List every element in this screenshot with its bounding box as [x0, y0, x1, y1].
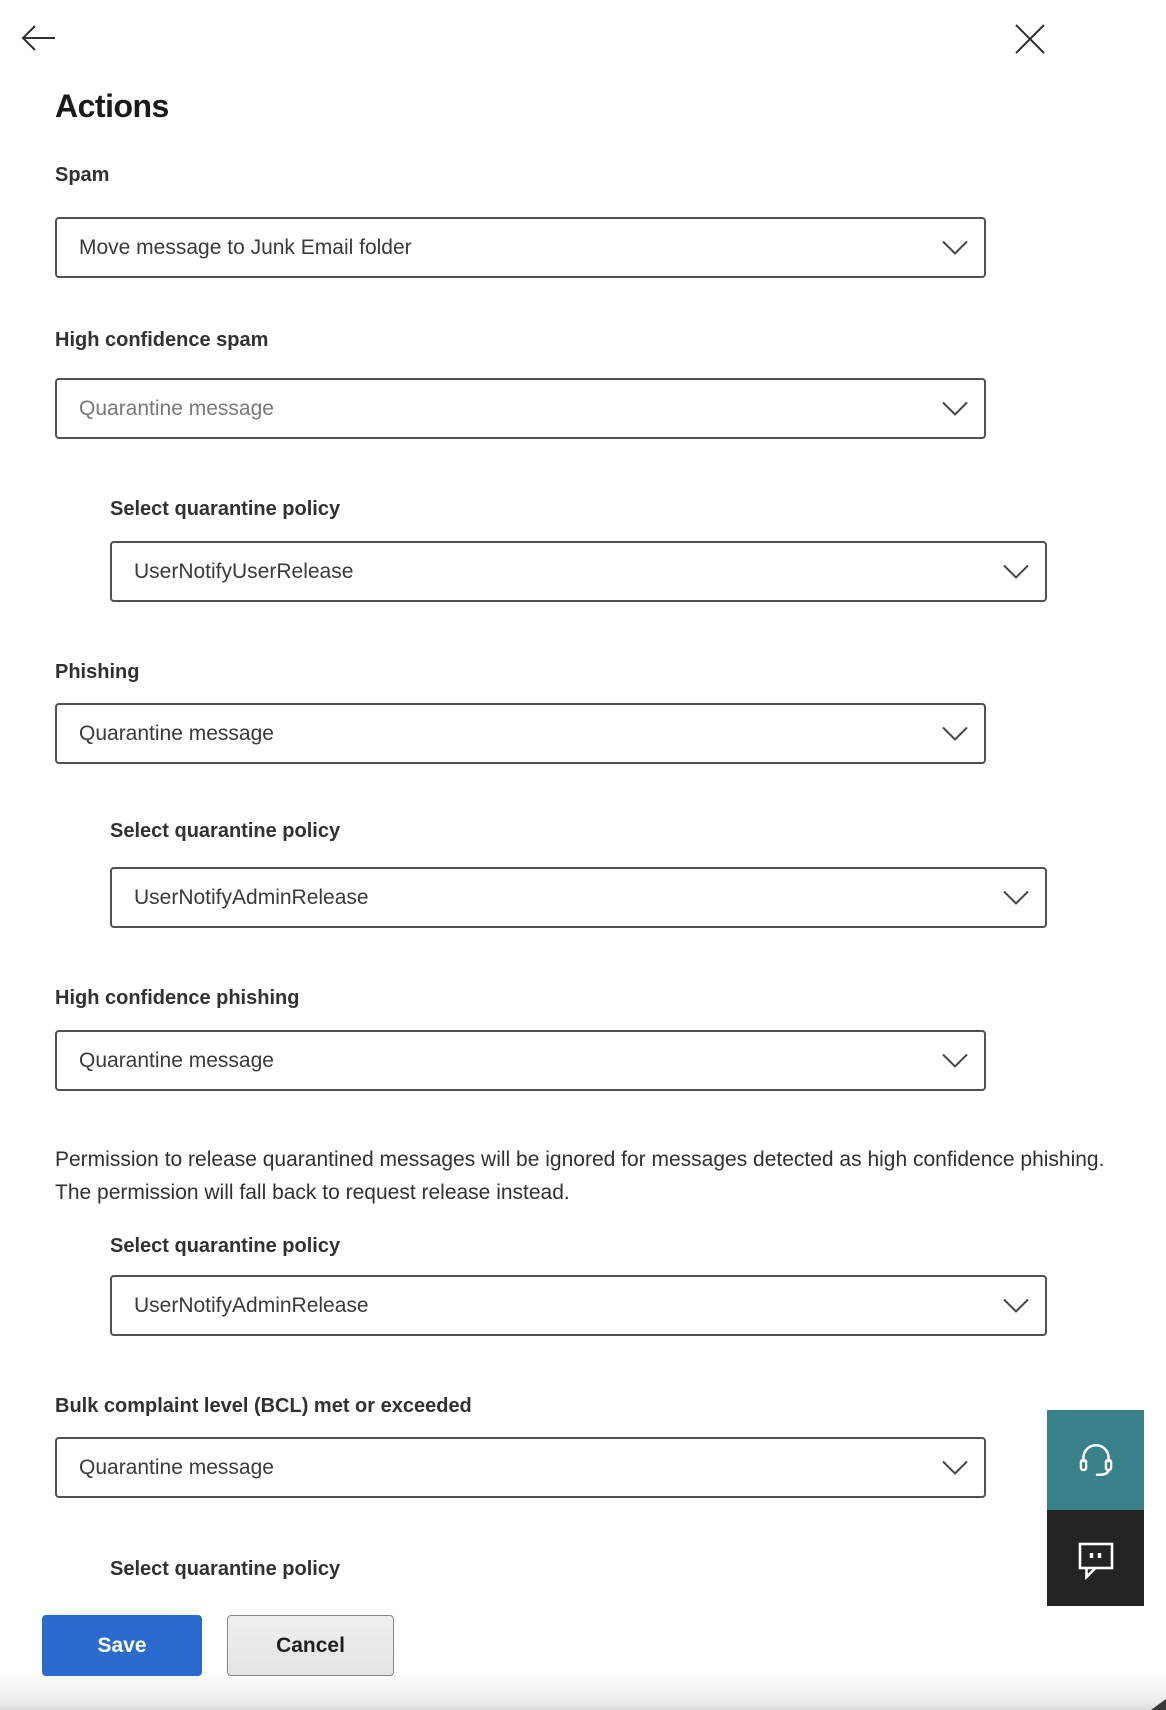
- spam-action-dropdown[interactable]: [55, 217, 986, 278]
- headset-icon: [1075, 1439, 1117, 1481]
- hcp-policy-dropdown[interactable]: [110, 1275, 1047, 1336]
- bcl-label: Bulk complaint level (BCL) met or exceeded: [55, 1395, 472, 1417]
- bcl-policy-label: Select quarantine policy: [110, 1558, 341, 1580]
- chevron-down-icon: [942, 1053, 968, 1068]
- chevron-down-icon: [1003, 1298, 1029, 1313]
- corner-artifact: [1151, 1699, 1166, 1710]
- phishing-policy-label: Select quarantine policy: [110, 820, 341, 842]
- chevron-down-icon: [1003, 890, 1029, 905]
- bcl-value: Quarantine message: [79, 1455, 274, 1479]
- hcp-policy-value: UserNotifyAdminRelease: [134, 1293, 369, 1317]
- spam-action-value: Move message to Junk Email folder: [79, 235, 412, 259]
- phishing-dropdown[interactable]: [55, 703, 986, 764]
- hcs-policy-value: UserNotifyUserRelease: [134, 559, 354, 583]
- hcp-policy-label: Select quarantine policy: [110, 1235, 341, 1257]
- high-confidence-spam-label: High confidence spam: [55, 329, 269, 351]
- hcp-permission-note: Permission to release quarantined messages will be ignored for messages detected as high confidence phishing. The permission will fall back to request release instead.: [55, 1148, 1105, 1204]
- high-confidence-phishing-label: High confidence phishing: [55, 987, 300, 1009]
- chevron-down-icon: [1003, 564, 1029, 579]
- back-button[interactable]: [20, 20, 58, 56]
- bcl-dropdown[interactable]: [55, 1437, 986, 1498]
- hcs-policy-dropdown[interactable]: [110, 541, 1047, 602]
- cancel-button[interactable]: Cancel: [227, 1615, 394, 1676]
- save-button[interactable]: Save: [42, 1615, 202, 1676]
- close-icon: [1013, 22, 1047, 56]
- feedback-button[interactable]: [1047, 1510, 1144, 1606]
- spam-label: Spam: [55, 164, 110, 186]
- phishing-value: Quarantine message: [79, 721, 274, 745]
- chevron-down-icon: [942, 726, 968, 741]
- chat-bubble-icon: [1073, 1535, 1119, 1581]
- high-confidence-spam-dropdown[interactable]: [55, 378, 986, 439]
- high-confidence-spam-value: Quarantine message: [79, 396, 274, 420]
- phishing-label: Phishing: [55, 661, 140, 683]
- page-title: Actions: [55, 88, 169, 124]
- chevron-down-icon: [942, 401, 968, 416]
- arrow-left-icon: [20, 20, 58, 56]
- chevron-down-icon: [942, 240, 968, 255]
- high-confidence-phishing-dropdown[interactable]: [55, 1030, 986, 1091]
- help-button[interactable]: [1047, 1410, 1144, 1510]
- phishing-policy-value: UserNotifyAdminRelease: [134, 885, 369, 909]
- hcs-policy-label: Select quarantine policy: [110, 498, 341, 520]
- chevron-down-icon: [942, 1460, 968, 1475]
- high-confidence-phishing-value: Quarantine message: [79, 1048, 274, 1072]
- phishing-policy-dropdown[interactable]: [110, 867, 1047, 928]
- close-button[interactable]: [1013, 22, 1047, 56]
- footer-bar: [0, 1585, 1166, 1710]
